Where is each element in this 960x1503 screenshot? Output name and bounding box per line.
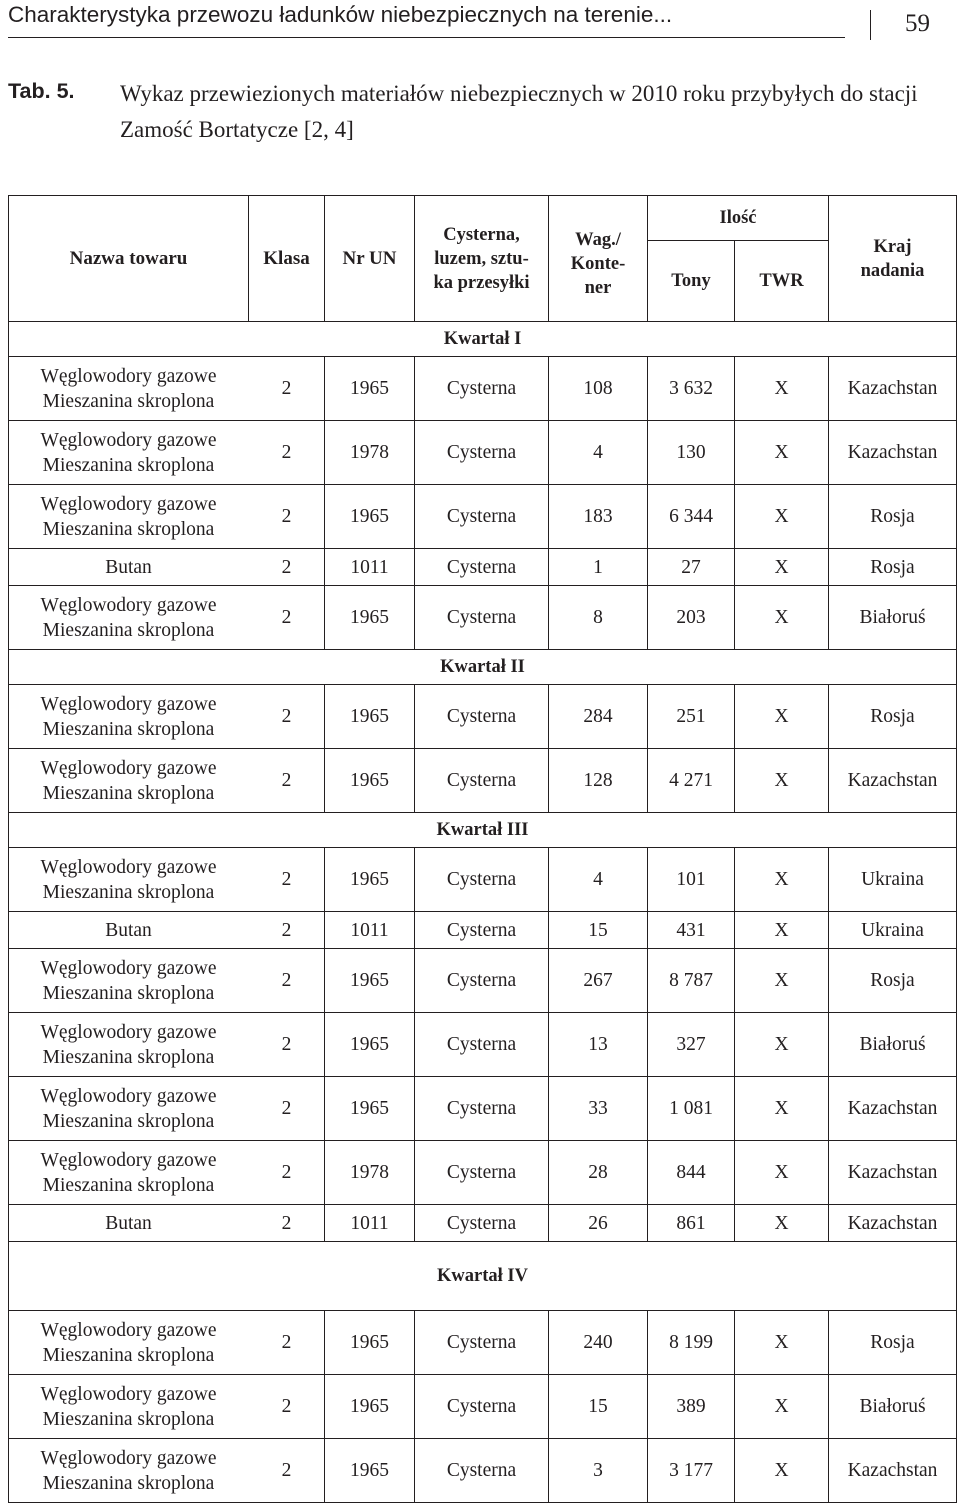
cell-nr-un: 1011 (325, 549, 415, 586)
header-type: Cysterna, luzem, sztu-ka przesyłki (415, 196, 549, 322)
cell-twr: X (735, 1375, 829, 1439)
cell-type: Cysterna (415, 912, 549, 949)
cell-tony: 431 (648, 912, 735, 949)
cell-name (9, 357, 249, 421)
cell-name-line-2: Mieszanina skroplona (42, 1046, 215, 1068)
cell-tony: 3 177 (648, 1439, 735, 1503)
cell-name (9, 485, 249, 549)
cell-type: Cysterna (415, 949, 549, 1013)
table-row (9, 586, 957, 650)
running-title: Charakterystyka przewozu ładunków niebezpiecznych na terenie... (8, 2, 673, 27)
cell-type: Cysterna (415, 749, 549, 813)
cell-wag: 128 (549, 749, 648, 813)
cell-wag: 26 (549, 1205, 648, 1242)
header-nr-un: Nr UN (325, 196, 415, 322)
cell-nr-un: 1978 (325, 1141, 415, 1205)
cell-name-line-1: Butan (105, 919, 152, 941)
cell-tony: 1 081 (648, 1077, 735, 1141)
cell-name-line-1: Węglowodory gazowe (40, 1149, 217, 1171)
cell-name-line-2: Mieszanina skroplona (42, 982, 215, 1004)
cell-name-line-1: Węglowodory gazowe (40, 594, 217, 616)
cell-name-line-2: Mieszanina skroplona (42, 1408, 215, 1430)
cell-wag: 284 (549, 685, 648, 749)
cell-klasa: 2 (249, 1375, 325, 1439)
cell-tony: 3 632 (648, 357, 735, 421)
cell-name (9, 949, 249, 1013)
table-caption-text: Wykaz przewiezionych materiałów niebezpiecznych w 2010 roku przybyłych do stacji Zamość Bortatycze [2, 4] (120, 81, 918, 142)
header-kraj: Kraj nadania (829, 196, 957, 322)
cell-name (9, 912, 249, 949)
cell-kraj: Kazachstan (829, 1077, 957, 1141)
cell-name-line-1: Węglowodory gazowe (40, 1021, 217, 1043)
cell-tony: 8 787 (648, 949, 735, 1013)
cell-twr: X (735, 421, 829, 485)
header-twr: TWR (735, 241, 829, 322)
cell-name-line-2: Mieszanina skroplona (42, 454, 215, 476)
table-row (9, 421, 957, 485)
cell-name (9, 1141, 249, 1205)
quarter-label: Kwartał III (9, 813, 957, 848)
cell-kraj: Kazachstan (829, 1439, 957, 1503)
cell-twr: X (735, 1077, 829, 1141)
cell-name-line-1: Węglowodory gazowe (40, 957, 217, 979)
cell-type: Cysterna (415, 685, 549, 749)
cell-wag: 1 (549, 549, 648, 586)
cell-twr: X (735, 1311, 829, 1375)
cell-name-line-1: Węglowodory gazowe (40, 693, 217, 715)
cell-name (9, 1439, 249, 1503)
cell-type: Cysterna (415, 357, 549, 421)
cell-nr-un: 1965 (325, 848, 415, 912)
cell-wag: 183 (549, 485, 648, 549)
cell-type: Cysterna (415, 1013, 549, 1077)
cell-klasa: 2 (249, 1439, 325, 1503)
cell-kraj: Rosja (829, 549, 957, 586)
cell-kraj: Białoruś (829, 586, 957, 650)
cell-nr-un: 1965 (325, 749, 415, 813)
cell-name-line-2: Mieszanina skroplona (42, 1110, 215, 1132)
cell-type: Cysterna (415, 586, 549, 650)
cell-name-line-1: Węglowodory gazowe (40, 1085, 217, 1107)
table-row (9, 1311, 957, 1375)
quarter-row (9, 813, 957, 848)
cell-kraj: Ukraina (829, 912, 957, 949)
cell-name-line-2: Mieszanina skroplona (42, 1174, 215, 1196)
cell-twr: X (735, 1013, 829, 1077)
cell-twr: X (735, 848, 829, 912)
cell-tony: 861 (648, 1205, 735, 1242)
cell-tony: 844 (648, 1141, 735, 1205)
cell-klasa: 2 (249, 749, 325, 813)
cell-wag: 240 (549, 1311, 648, 1375)
cell-type: Cysterna (415, 549, 549, 586)
cell-name-line-1: Węglowodory gazowe (40, 493, 217, 515)
header-divider (870, 10, 871, 40)
quarter-row (9, 322, 957, 357)
cell-tony: 203 (648, 586, 735, 650)
cell-nr-un: 1965 (325, 357, 415, 421)
cell-klasa: 2 (249, 912, 325, 949)
cell-name (9, 1013, 249, 1077)
cell-name (9, 586, 249, 650)
cell-wag: 4 (549, 848, 648, 912)
cell-nr-un: 1965 (325, 949, 415, 1013)
header-rule (8, 37, 845, 38)
table-row (9, 1013, 957, 1077)
table-row (9, 912, 957, 949)
cell-klasa: 2 (249, 357, 325, 421)
cell-tony: 6 344 (648, 485, 735, 549)
table-row (9, 1141, 957, 1205)
cell-name-line-1: Węglowodory gazowe (40, 1447, 217, 1469)
table-row (9, 949, 957, 1013)
cell-wag: 13 (549, 1013, 648, 1077)
cell-klasa: 2 (249, 485, 325, 549)
cell-kraj: Rosja (829, 685, 957, 749)
table-row (9, 1205, 957, 1242)
cell-twr: X (735, 549, 829, 586)
cell-wag: 267 (549, 949, 648, 1013)
cell-klasa: 2 (249, 421, 325, 485)
cell-twr: X (735, 1439, 829, 1503)
cell-klasa: 2 (249, 1141, 325, 1205)
cell-kraj: Rosja (829, 485, 957, 549)
quarter-label: Kwartał IV (9, 1242, 957, 1311)
cell-name-line-2: Mieszanina skroplona (42, 1344, 215, 1366)
cell-nr-un: 1965 (325, 685, 415, 749)
cell-nr-un: 1965 (325, 485, 415, 549)
cell-twr: X (735, 749, 829, 813)
cell-tony: 389 (648, 1375, 735, 1439)
cell-klasa: 2 (249, 1077, 325, 1141)
cell-name (9, 549, 249, 586)
cell-name (9, 685, 249, 749)
cell-klasa: 2 (249, 586, 325, 650)
header-ilosc: Ilość (648, 196, 829, 241)
page-number: 59 (905, 10, 930, 37)
cell-type: Cysterna (415, 1141, 549, 1205)
quarter-row (9, 1242, 957, 1311)
cell-nr-un: 1965 (325, 1439, 415, 1503)
cell-kraj: Białoruś (829, 1375, 957, 1439)
cell-twr: X (735, 586, 829, 650)
cell-twr: X (735, 912, 829, 949)
cell-name-line-2: Mieszanina skroplona (42, 718, 215, 740)
cell-klasa: 2 (249, 1013, 325, 1077)
table-row (9, 848, 957, 912)
table-row (9, 1375, 957, 1439)
table-row (9, 1077, 957, 1141)
cell-tony: 251 (648, 685, 735, 749)
dangerous-goods-table (8, 195, 957, 1503)
table-row (9, 749, 957, 813)
table-body (9, 322, 957, 1503)
cell-name-line-1: Węglowodory gazowe (40, 757, 217, 779)
cell-wag: 33 (549, 1077, 648, 1141)
cell-klasa: 2 (249, 848, 325, 912)
cell-kraj: Kazachstan (829, 749, 957, 813)
cell-name (9, 421, 249, 485)
cell-wag: 108 (549, 357, 648, 421)
table-row (9, 357, 957, 421)
cell-nr-un: 1011 (325, 912, 415, 949)
cell-kraj: Rosja (829, 1311, 957, 1375)
header-wag: Wag./ Konte-ner (549, 196, 648, 322)
cell-tony: 327 (648, 1013, 735, 1077)
cell-twr: X (735, 357, 829, 421)
cell-name (9, 1375, 249, 1439)
cell-name-line-2: Mieszanina skroplona (42, 390, 215, 412)
cell-twr: X (735, 1141, 829, 1205)
cell-twr: X (735, 949, 829, 1013)
cell-nr-un: 1965 (325, 1375, 415, 1439)
cell-nr-un: 1978 (325, 421, 415, 485)
cell-name-line-2: Mieszanina skroplona (42, 881, 215, 903)
cell-tony: 101 (648, 848, 735, 912)
cell-kraj: Kazachstan (829, 1141, 957, 1205)
cell-kraj: Białoruś (829, 1013, 957, 1077)
cell-tony: 27 (648, 549, 735, 586)
table-caption-label: Tab. 5. (8, 79, 75, 103)
cell-name-line-2: Mieszanina skroplona (42, 518, 215, 540)
cell-name-line-1: Węglowodory gazowe (40, 429, 217, 451)
cell-klasa: 2 (249, 1205, 325, 1242)
cell-name (9, 749, 249, 813)
cell-nr-un: 1965 (325, 1077, 415, 1141)
cell-kraj: Kazachstan (829, 357, 957, 421)
table-row (9, 685, 957, 749)
cell-name-line-1: Węglowodory gazowe (40, 1319, 217, 1341)
cell-name-line-2: Mieszanina skroplona (42, 782, 215, 804)
cell-wag: 8 (549, 586, 648, 650)
cell-name (9, 1311, 249, 1375)
quarter-label: Kwartał I (9, 322, 957, 357)
cell-nr-un: 1011 (325, 1205, 415, 1242)
cell-type: Cysterna (415, 1439, 549, 1503)
cell-wag: 4 (549, 421, 648, 485)
table-row (9, 549, 957, 586)
cell-name (9, 1077, 249, 1141)
cell-type: Cysterna (415, 1311, 549, 1375)
table-row (9, 485, 957, 549)
cell-nr-un: 1965 (325, 1311, 415, 1375)
cell-tony: 130 (648, 421, 735, 485)
cell-type: Cysterna (415, 848, 549, 912)
cell-type: Cysterna (415, 1375, 549, 1439)
cell-name (9, 1205, 249, 1242)
cell-type: Cysterna (415, 421, 549, 485)
cell-tony: 4 271 (648, 749, 735, 813)
cell-name-line-2: Mieszanina skroplona (42, 619, 215, 641)
cell-nr-un: 1965 (325, 586, 415, 650)
cell-twr: X (735, 485, 829, 549)
cell-name-line-1: Węglowodory gazowe (40, 365, 217, 387)
cell-nr-un: 1965 (325, 1013, 415, 1077)
cell-type: Cysterna (415, 1205, 549, 1242)
cell-name (9, 848, 249, 912)
table-row (9, 1439, 957, 1503)
header-klasa: Klasa (249, 196, 325, 322)
cell-klasa: 2 (249, 549, 325, 586)
header-name: Nazwa towaru (9, 196, 249, 322)
cell-wag: 15 (549, 1375, 648, 1439)
cell-klasa: 2 (249, 685, 325, 749)
cell-type: Cysterna (415, 485, 549, 549)
cell-wag: 15 (549, 912, 648, 949)
cell-klasa: 2 (249, 949, 325, 1013)
cell-twr: X (735, 1205, 829, 1242)
quarter-label: Kwartał II (9, 650, 957, 685)
cell-twr: X (735, 685, 829, 749)
cell-name-line-1: Węglowodory gazowe (40, 856, 217, 878)
header-tony: Tony (648, 241, 735, 322)
cell-name-line-2: Mieszanina skroplona (42, 1472, 215, 1494)
cell-type: Cysterna (415, 1077, 549, 1141)
cell-wag: 28 (549, 1141, 648, 1205)
cell-kraj: Ukraina (829, 848, 957, 912)
cell-klasa: 2 (249, 1311, 325, 1375)
cell-name-line-1: Butan (105, 556, 152, 578)
cell-kraj: Rosja (829, 949, 957, 1013)
cell-kraj: Kazachstan (829, 421, 957, 485)
quarter-row (9, 650, 957, 685)
cell-wag: 3 (549, 1439, 648, 1503)
cell-tony: 8 199 (648, 1311, 735, 1375)
cell-kraj: Kazachstan (829, 1205, 957, 1242)
running-header (8, 0, 948, 44)
cell-name-line-1: Węglowodory gazowe (40, 1383, 217, 1405)
cell-name-line-1: Butan (105, 1212, 152, 1234)
